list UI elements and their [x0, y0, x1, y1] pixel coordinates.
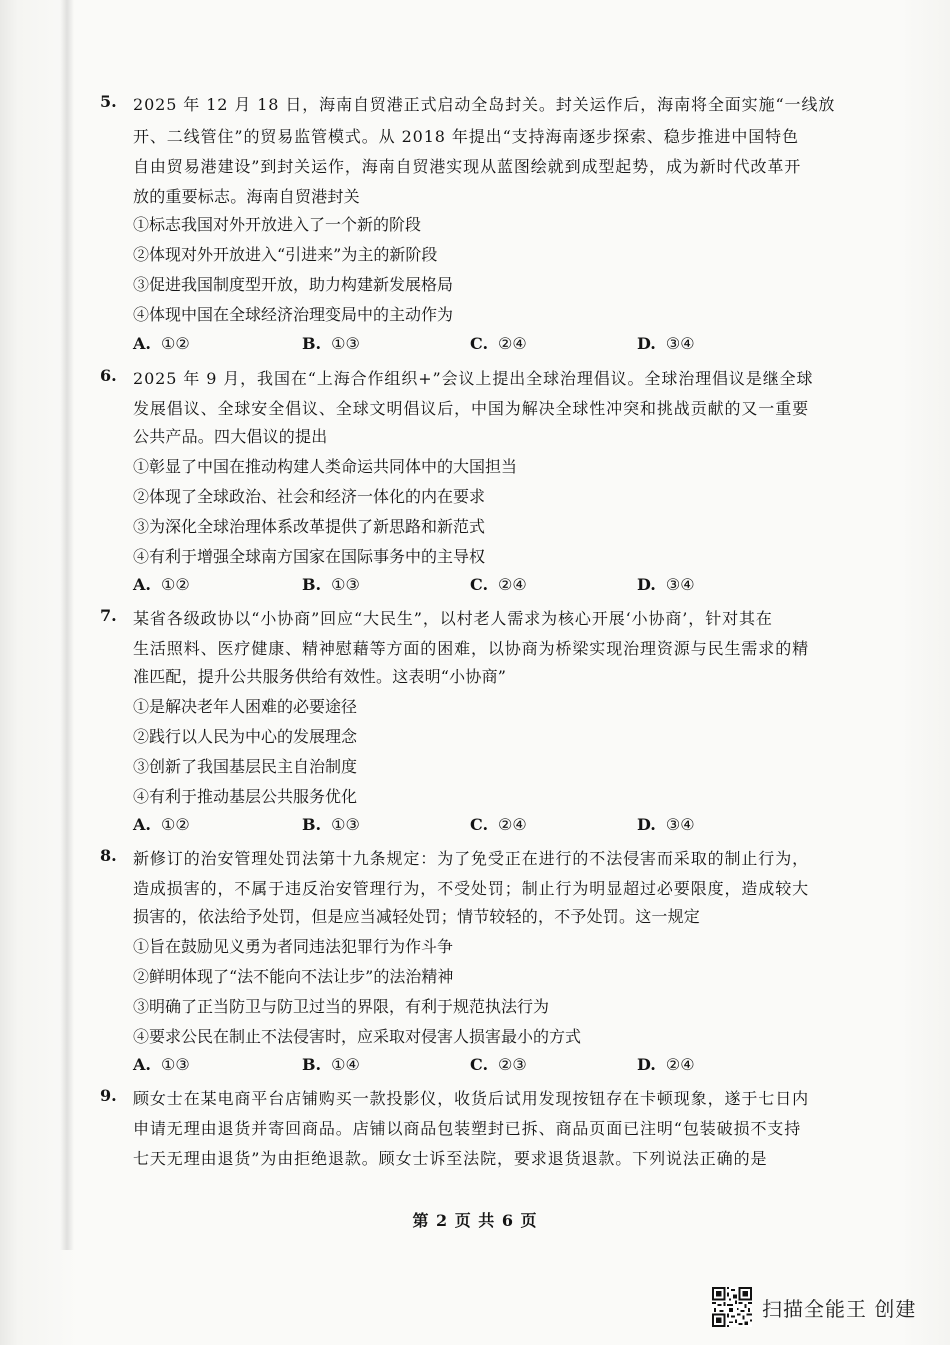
question-text-line: 某省各级政协以“小协商”回应“大民生”，以村老人需求为核心开展‘小协商’，针对其在: [133, 609, 773, 628]
choice-a: A. ①③: [133, 1055, 190, 1074]
choice-c: C. ②④: [470, 575, 527, 594]
statement-option: ③创新了我国基层民主自治制度: [133, 757, 358, 776]
statement-option: ①是解决老年人困难的必要途径: [133, 697, 358, 716]
statement-option: ④要求公民在制止不法侵害时，应采取对侵害人损害最小的方式: [133, 1027, 582, 1046]
choice-d: D. ③④: [637, 815, 695, 834]
choice-d: D. ②④: [637, 1055, 695, 1074]
question-number: 7.: [100, 606, 117, 625]
question-text-line: 2025 年 12 月 18 日，海南自贸港正式启动全岛封关。封关运作后，海南将全面实施“一线放: [133, 95, 836, 114]
question-text-line: 准匹配，提升公共服务供给有效性。这表明“小协商”: [133, 667, 507, 686]
choice-b: B. ①③: [302, 334, 360, 353]
choice-d: D. ③④: [637, 334, 695, 353]
question-text-line: 造成损害的，不属于违反治安管理行为，不受处罚；制止行为明显超过必要限度，造成较大: [133, 879, 810, 898]
statement-option: ①彰显了中国在推动构建人类命运共同体中的大国担当: [133, 457, 518, 476]
binding-shadow: [60, 0, 74, 1250]
statement-option: ②鲜明体现了“法不能向不法让步”的法治精神: [133, 967, 454, 986]
question-text-line: 新修订的治安管理处罚法第十九条规定：为了免受正在进行的不法侵害而采取的制止行为，: [133, 849, 810, 868]
question-text-line: 生活照料、医疗健康、精神慰藉等方面的困难，以协商为桥梁实现治理资源与民生需求的精: [133, 639, 810, 658]
choice-c: C. ②③: [470, 1055, 527, 1074]
question-text-line: 开、二线管住”的贸易监管模式。从 2018 年提出“支持海南逐步探索、稳步推进中国特色: [133, 127, 799, 146]
statement-option: ③为深化全球治理体系改革提供了新思路和新范式: [133, 517, 486, 536]
choice-a: A. ①②: [133, 575, 190, 594]
question-number: 8.: [100, 846, 117, 865]
question-text-line: 七天无理由退货”为由拒绝退款。顾女士诉至法院，要求退货退款。下列说法正确的是: [133, 1149, 768, 1168]
question-text-line: 顾女士在某电商平台店铺购买一款投影仪，收货后试用发现按钮存在卡顿现象，遂于七日内: [133, 1089, 810, 1108]
choice-b: B. ①④: [302, 1055, 360, 1074]
qr-code-icon: [712, 1287, 752, 1327]
question-text-line: 自由贸易港建设”到封关运作，海南自贸港实现从蓝图绘就到成型起势，成为新时代改革开: [133, 157, 802, 176]
statement-option: ②践行以人民为中心的发展理念: [133, 727, 358, 746]
scanner-watermark: [712, 1285, 916, 1329]
statement-option: ③明确了正当防卫与防卫过当的界限，有利于规范执法行为: [133, 997, 550, 1016]
question-text-line: 2025 年 9 月，我国在“上海合作组织+”会议上提出全球治理倡议。全球治理倡议是继全球: [133, 369, 814, 388]
statement-option: ③促进我国制度型开放，助力构建新发展格局: [133, 275, 454, 294]
statement-option: ④有利于增强全球南方国家在国际事务中的主导权: [133, 547, 486, 566]
choice-c: C. ②④: [470, 334, 527, 353]
statement-option: ④有利于推动基层公共服务优化: [133, 787, 358, 806]
choice-c: C. ②④: [470, 815, 527, 834]
page-footer: 第 2 页 共 6 页: [412, 1211, 538, 1230]
statement-option: ①标志我国对外开放进入了一个新的阶段: [133, 215, 422, 234]
choice-d: D. ③④: [637, 575, 695, 594]
statement-option: ④体现中国在全球经济治理变局中的主动作为: [133, 305, 454, 324]
question-number: 9.: [100, 1086, 117, 1105]
question-text-line: 公共产品。四大倡议的提出: [133, 427, 328, 446]
statement-option: ①旨在鼓励见义勇为者同违法犯罪行为作斗争: [133, 937, 454, 956]
question-number: 5.: [100, 92, 117, 111]
choice-a: A. ①②: [133, 334, 190, 353]
question-text-line: 申请无理由退货并寄回商品。店铺以商品包装塑封已拆、商品页面已注明“包装破损不支持: [133, 1119, 802, 1138]
question-text-line: 发展倡议、全球安全倡议、全球文明倡议后，中国为解决全球性冲突和挑战贡献的又一重要: [133, 399, 810, 418]
choice-a: A. ①②: [133, 815, 190, 834]
question-text-line: 损害的，依法给予处罚，但是应当减轻处罚；情节较轻的，不予处罚。这一规定: [133, 907, 701, 926]
choice-b: B. ①③: [302, 575, 360, 594]
question-text-line: 放的重要标志。海南自贸港封关: [133, 187, 360, 206]
watermark-text: 扫描全能王 创建: [762, 1296, 917, 1321]
question-number: 6.: [100, 366, 117, 385]
choice-b: B. ①③: [302, 815, 360, 834]
statement-option: ②体现对外开放进入“引进来”为主的新阶段: [133, 245, 438, 264]
statement-option: ②体现了全球政治、社会和经济一体化的内在要求: [133, 487, 486, 506]
